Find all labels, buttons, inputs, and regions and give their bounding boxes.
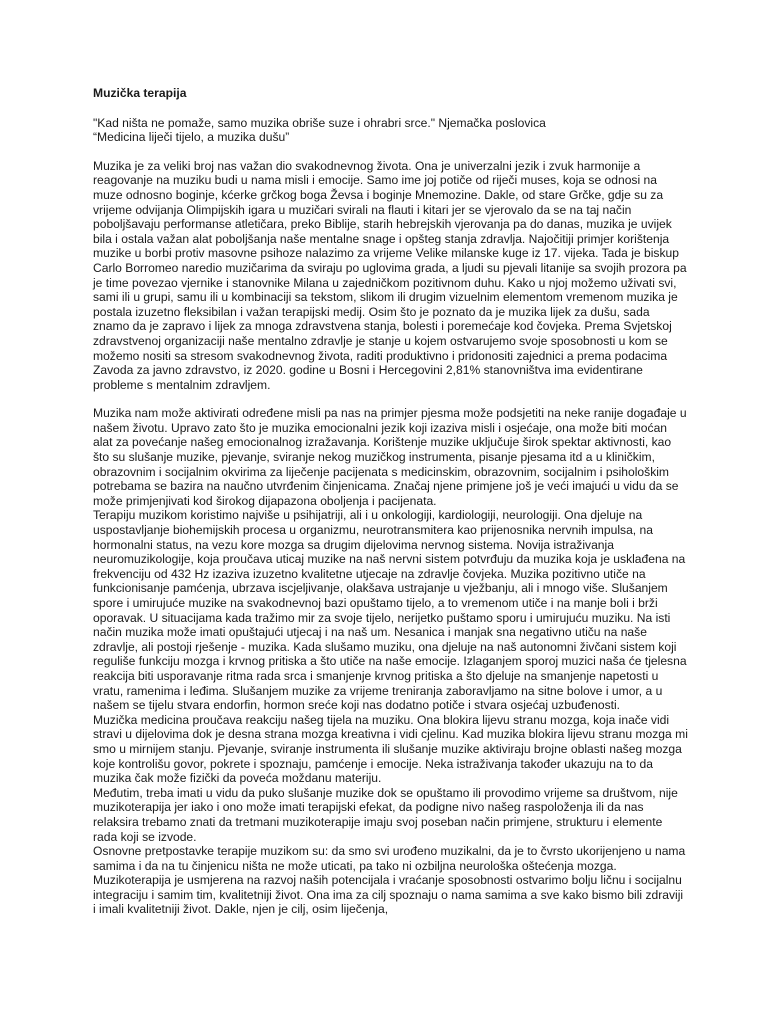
paragraph: Osnovne pretpostavke terapije muzikom su: da smo svi urođeno muzikalni, da je to čvrsto ukorijenjeno u nama samima i da na tu činjenicu ništa ne može uticati, pa tako ni ozbiljna neurološka oštećenja mozga. Muzikoterapija je usmjerena na razvoj naših potencijala i vraćanje sposobnosti ostvarimo bolju ličnu i socijalnu integraciju i samim tim, kvalitetniji život. Ona ima za cilj spoznaju o nama samima a sve kako bismo bili zdraviji i imali kvalitetniji život. Dakle, njen je cilj, osim liječenja, bbox=[93, 844, 686, 917]
document-body bbox=[93, 86, 688, 917]
paragraph: Terapiju muzikom koristimo najviše u psihijatriji, ali i u onkologiji, kardiologiji, neurologiji. Ona djeluje na uspostavljanje biohemijskih procesa u organizmu, neurotransmitera kao prijenosnika nervnih impulsa, na hormonalni status, na vezu kore mozga sa drugim dijelovima nervnog sistema. Novija istraživanja neuromuzikologije, koja proučava uticaj muzike na naš nervni sistem potvrđuju da muzika koja je usklađena na frekvenciju od 432 Hz izaziva izuzetno kvalitetne utjecaje na zdravlje čovjeka. Muzika pozitivno utiče na funkcionisanje pamćenja, ubrzava iscjeljivanje, olakšava ustrajanje u vježbanju, ali i mnogo više. Slušanjem spore i umirujuće muzike na svakodnevnoj bazi opuštamo tijelo, a to vremenom utiče i na manje boli i brži oporavak. U situacijama kada tražimo mir za svoje tijelo, nerijetko puštamo sporu i umirujuću muziku. Na isti način muzika može imati opuštajući utjecaj i na naš um. Nesanica i manjak sna negativno utiču na naše zdravlje, ali postoji rješenje - muzika. Kada slušamo muziku, ona djeluje na naš autonomni živčani sistem koji reguliše funkciju mozga i krvnog pritiska a što utiče na naše emocije. Izlaganjem sporoj muzici naša će tjelesna reakcija biti usporavanje ritma rada srca i smanjenje krvnog pritiska a što djeluje na smanjenje napetosti u vratu, ramenima i leđima. Slušanjem muzike za vrijeme treniranja zaboravljamo na sitne bolove i umor, a u našem se tijelu stvara endorfin, hormon sreće koji nas dodatno potiče i stvara osjećaj uzbuđenosti. bbox=[93, 508, 687, 713]
epigraph-quote: “Medicina liječi tijelo, a muzika dušu” bbox=[93, 130, 290, 145]
epigraph-block bbox=[93, 116, 688, 145]
paragraph: Međutim, treba imati u vidu da puko slušanje muzike dok se opuštamo ili provodimo vrijeme sa društvom, nije muzikoterapija jer iako i ono može imati terapijski efekat, da podigne nivo našeg raspoloženja ili da nas relaksira trebamo znati da tretmani muzikoterapije imaju svoj poseban način primjene, strukturu i elemente rada koji se izvode. bbox=[93, 785, 678, 844]
paragraph: Muzička medicina proučava reakciju našeg tijela na muziku. Ona blokira lijevu stranu mozga, koja inače vidi stravi u dijelovima dok je desna strana mozga kreativna i vidi cjelinu. Kad muzika blokira lijevu stranu mozga mi smo u mirnijem stanju. Pjevanje, sviranje instrumenta ili slušanje muzike aktiviraju brojne oblasti našeg mozga koje kontrolišu govor, pokrete i spoznaju, pamćenje i emocije. Neka istraživanja također ukazuju na to da muzika čak može fizički da poveća moždanu materiju. bbox=[93, 712, 688, 786]
paragraph: Muzika nam može aktivirati određene misli pa nas na primjer pjesma može podsjetiti na neke ranije događaje u našem životu. Upravo zato što je muzika emocionalni jezik koji izaziva misli i osjećaje, ona može biti moćan alat za povećanje našeg emocionalnog izražavanja. Korištenje muzike uključuje širok spektar aktivnosti, kao što su slušanje muzike, pjevanje, sviranje nekog muzičkog instrumenta, pisanje pjesama itd a u kliničkim, obrazovnim i socijalnim okvirima za liječenje pacijenata s medicinskim, obrazovnim, socijalnim i psihološkim potrebama se bazira na naučno utvrđenim činjenicama. Značaj njene primjene još je veći imajući u vidu da se može primjenjivati kod širokog dijapazona oboljenja i pacijenata. bbox=[93, 406, 687, 508]
document-title: Muzička terapija bbox=[93, 86, 187, 100]
paragraph: Muzika je za veliki broj nas važan dio svakodnevnog života. Ona je univerzalni jezik i zvuk harmonije a reagovanje na muziku budi u nama misli i emocije. Samo ime joj potiče od riječi muses, koja se odnosi na muze odnosno boginje, kćerke grčkog boga Ževsa i boginje Mnemozine. Dakle, od stare Grčke, gdje su za vrijeme odvijanja Olimpijskih igara u muzičari svirali na flauti i kitari jer se vjerovalo da se na taj način poboljšavaju performanse atletičara, preko Biblije, starih hebrejskih vjerovanja pa do danas, muzika je uvijek bila i ostala važan alat poboljšanja naše mentalne snage i opšteg stanja zdravlja. Najočitiji primjer korištenja muzike u borbi protiv masovne psihoze nalazimo za vrijeme Velike milanske kuge iz 17. vijeka. Tada je biskup Carlo Borromeo naredio muzičarima da sviraju po uglovima grada, a ljudi su pjevali litanije sa svojih prozora pa je time povezao vjernike i stanovnike Milana u zajedničkom pozitivnom duhu. Kako u njoj možemo uživati svi, sami ili u grupi, samu ili u kombinaciji sa tekstom, slikom ili drugim vizuelnim elementom vremenom muzika je postala izuzetno fleksibilan i važan terapijski medij. Osim što je poznato da je muzika lijek za dušu, sada znamo da je zapravo i lijek za mnoga zdravstvena stanja, bolesti i poremećaje kod čovjeka. Prema Svjetskoj zdravstvenoj organizaciji naše mentalno zdravlje je stanje u kojem ostvarujemo svoje sposobnosti u kom se možemo nositi sa stresom svakodnevnog života, raditi produktivno i pridonositi zajednici a prema podacima Zavoda za javno zdravstvo, iz 2020. godine u Bosni i Hercegovini 2,81% stanovništva ima evidentirane probleme s mentalnim zdravljem. bbox=[93, 158, 687, 392]
epigraph-quote: "Kad ništa ne pomaže, samo muzika obriše suze i ohrabri srce." Njemačka poslovica bbox=[93, 115, 546, 130]
